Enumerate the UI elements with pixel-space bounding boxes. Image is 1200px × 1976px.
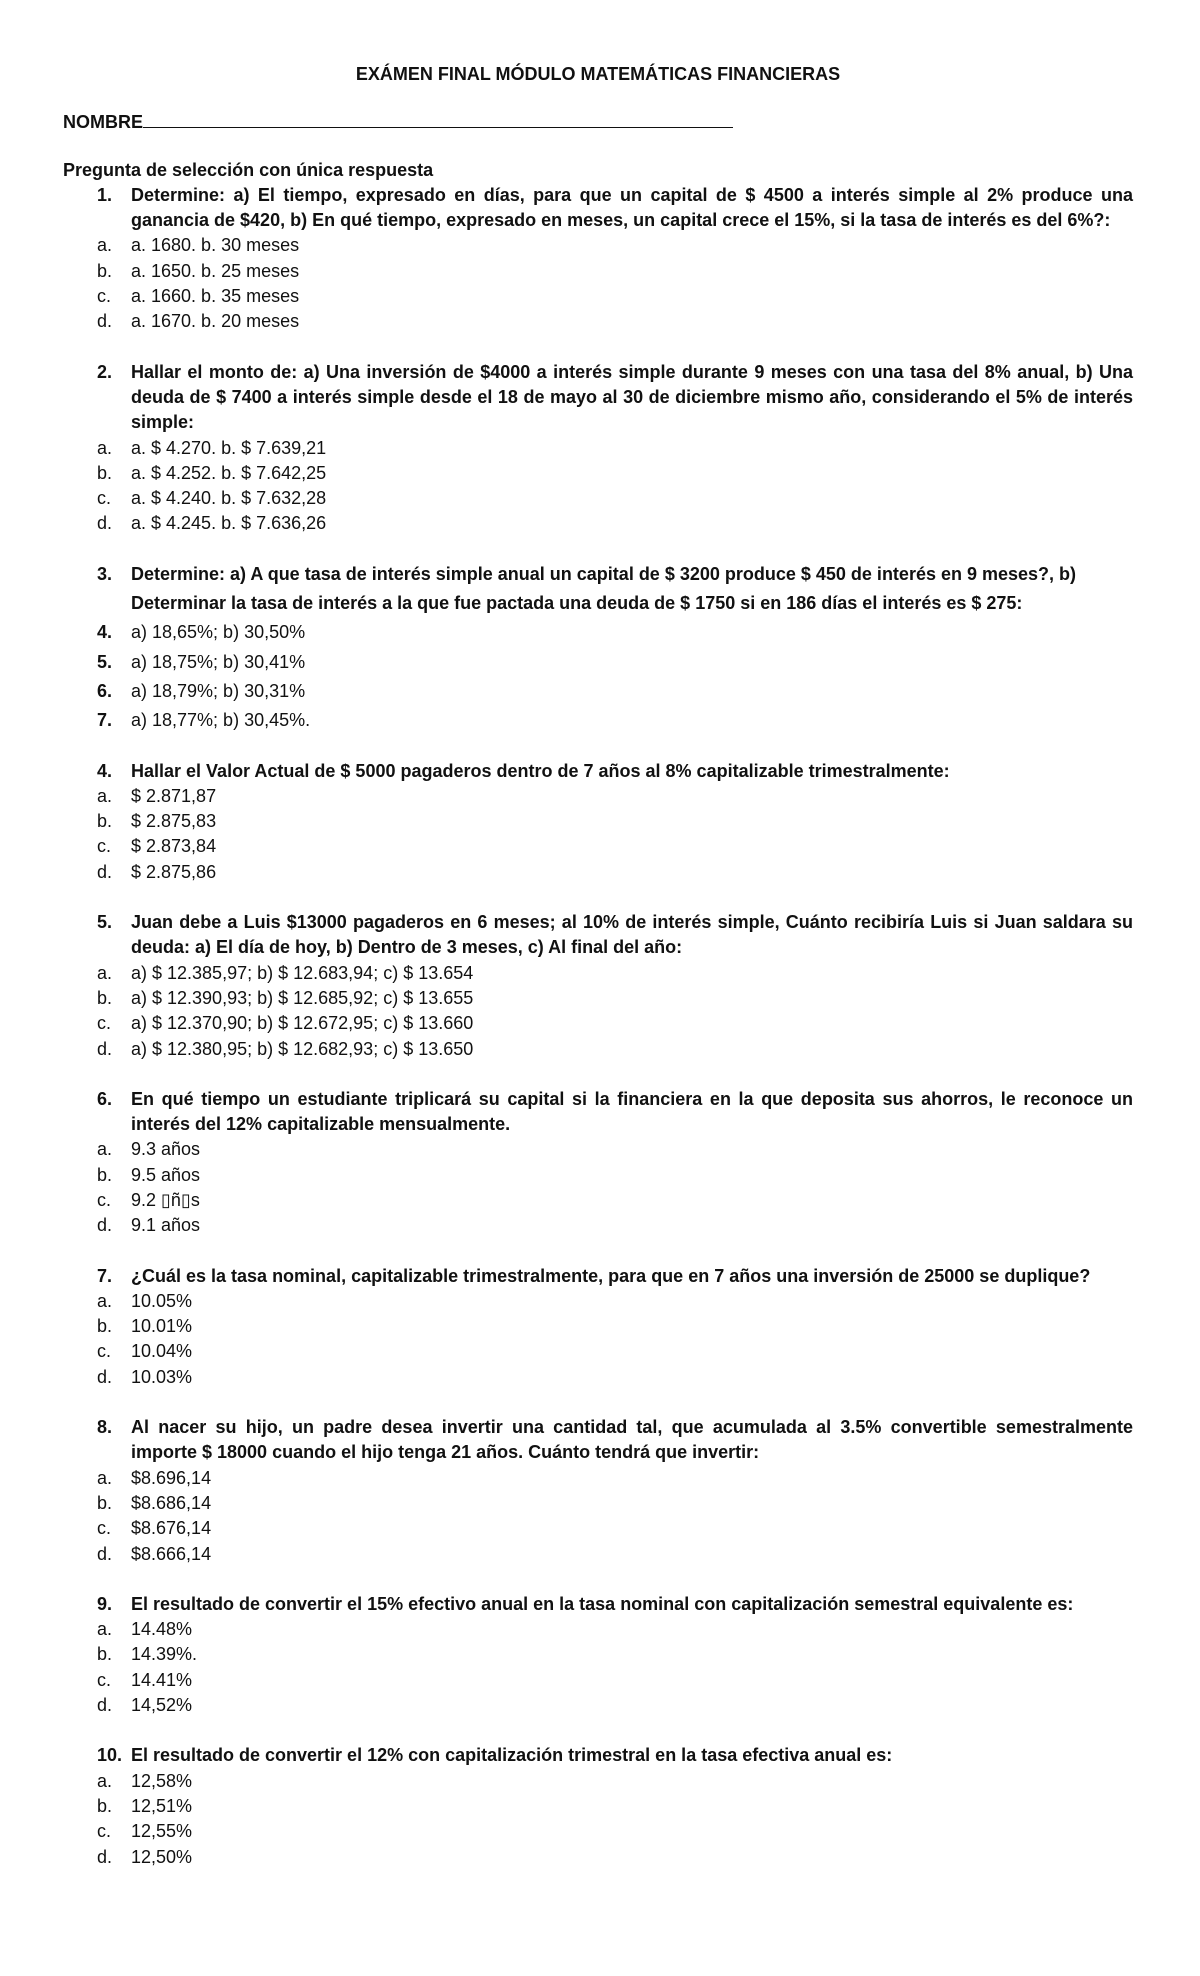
answer-option[interactable] bbox=[63, 1516, 1133, 1541]
answer-option[interactable] bbox=[63, 461, 1133, 486]
answer-option[interactable] bbox=[63, 1188, 1133, 1213]
section-heading: Pregunta de selección con única respuesta bbox=[63, 159, 434, 180]
name-label: NOMBRE bbox=[63, 112, 143, 133]
question-4 bbox=[63, 759, 1133, 885]
option-text: 14.48% bbox=[131, 1619, 193, 1640]
answer-option[interactable] bbox=[63, 1794, 1133, 1819]
question-text: ¿Cuál es la tasa nominal, capitalizable trimestralmente, para que en 7 años una inversión de 25000 se duplique? bbox=[131, 1265, 1091, 1286]
option-text: a) $ 12.390,93; b) $ 12.685,92; c) $ 13.655 bbox=[131, 987, 474, 1008]
option-letter: d. bbox=[97, 1366, 113, 1387]
answer-option[interactable] bbox=[63, 620, 1133, 645]
question-7 bbox=[63, 1264, 1133, 1390]
option-text: 10.05% bbox=[131, 1290, 193, 1311]
option-text: $ 2.873,84 bbox=[131, 836, 217, 857]
option-text: a) 18,79%; b) 30,31% bbox=[131, 680, 306, 701]
answer-option[interactable] bbox=[63, 1339, 1133, 1364]
question-text: Hallar el Valor Actual de $ 5000 pagaderos dentro de 7 años al 8% capitalizable trimestralmente: bbox=[131, 760, 950, 781]
option-letter: d. bbox=[97, 311, 113, 332]
option-letter: d. bbox=[97, 1695, 113, 1716]
option-text: a. $ 4.252. b. $ 7.642,25 bbox=[131, 462, 327, 483]
answer-option[interactable] bbox=[63, 1011, 1133, 1036]
option-text: 9.5 años bbox=[131, 1164, 201, 1185]
option-letter: c. bbox=[97, 1821, 112, 1842]
option-text: 12,55% bbox=[131, 1821, 193, 1842]
question-1 bbox=[63, 183, 1133, 335]
option-letter: a. bbox=[97, 1619, 113, 1640]
question-stem bbox=[63, 562, 1133, 617]
option-text: $8.676,14 bbox=[131, 1518, 212, 1539]
option-text: 10.01% bbox=[131, 1316, 193, 1337]
option-letter: b. bbox=[97, 1644, 113, 1665]
answer-option[interactable] bbox=[63, 986, 1133, 1011]
option-text: $8.696,14 bbox=[131, 1467, 212, 1488]
answer-option[interactable] bbox=[63, 1617, 1133, 1642]
option-text: a) $ 12.385,97; b) $ 12.683,94; c) $ 13.654 bbox=[131, 962, 474, 983]
answer-option[interactable] bbox=[63, 233, 1133, 258]
question-number: 8. bbox=[97, 1417, 113, 1438]
question-stem bbox=[63, 1415, 1133, 1466]
answer-option[interactable] bbox=[63, 1845, 1133, 1870]
option-text: 12,50% bbox=[131, 1846, 193, 1867]
option-letter: 4. bbox=[97, 622, 113, 643]
answer-option[interactable] bbox=[63, 1289, 1133, 1314]
option-letter: a. bbox=[97, 1467, 113, 1488]
name-field bbox=[63, 109, 1133, 135]
answer-option[interactable] bbox=[63, 1642, 1133, 1667]
option-text: $ 2.875,86 bbox=[131, 861, 217, 882]
question-number: 10. bbox=[97, 1745, 123, 1766]
option-letter: a. bbox=[97, 437, 113, 458]
question-text: Determine: a) A que tasa de interés simple anual un capital de $ 3200 produce $ 450 de interés en 9 meses?, b) Determinar la tasa de interés a la que fue pactada una deuda de $ 1750 si en 186 días el interés es $ 275: bbox=[131, 563, 1077, 614]
option-letter: b. bbox=[97, 260, 113, 281]
option-text: $ 2.875,83 bbox=[131, 811, 217, 832]
option-text: a) 18,65%; b) 30,50% bbox=[131, 622, 306, 643]
option-letter: c. bbox=[97, 286, 112, 307]
option-text: a) 18,77%; b) 30,45%. bbox=[131, 710, 311, 731]
answer-option[interactable] bbox=[63, 1542, 1133, 1567]
answer-option[interactable] bbox=[63, 284, 1133, 309]
answer-option[interactable] bbox=[63, 1668, 1133, 1693]
option-text: a) 18,75%; b) 30,41% bbox=[131, 651, 306, 672]
option-letter: c. bbox=[97, 836, 112, 857]
option-text: a. 1650. b. 25 meses bbox=[131, 260, 300, 281]
option-text: a) $ 12.380,95; b) $ 12.682,93; c) $ 13.650 bbox=[131, 1038, 474, 1059]
option-letter: c. bbox=[97, 1013, 112, 1034]
question-stem bbox=[63, 1264, 1133, 1289]
option-text: 9.2 ▯ñ▯s bbox=[131, 1189, 200, 1210]
question-stem bbox=[63, 183, 1133, 234]
option-text: 9.3 años bbox=[131, 1139, 201, 1160]
option-text: a. $ 4.270. b. $ 7.639,21 bbox=[131, 437, 327, 458]
question-stem bbox=[63, 1087, 1133, 1138]
question-number: 7. bbox=[97, 1265, 113, 1286]
answer-option[interactable] bbox=[63, 679, 1133, 704]
exam-document bbox=[63, 62, 1133, 1870]
question-6 bbox=[63, 1087, 1133, 1239]
question-number: 1. bbox=[97, 184, 113, 205]
option-letter: c. bbox=[97, 1189, 112, 1210]
option-letter: d. bbox=[97, 513, 113, 534]
option-text: 10.03% bbox=[131, 1366, 193, 1387]
answer-option[interactable] bbox=[63, 1314, 1133, 1339]
option-letter: d. bbox=[97, 1846, 113, 1867]
question-10 bbox=[63, 1743, 1133, 1869]
answer-option[interactable] bbox=[63, 259, 1133, 284]
answer-option[interactable] bbox=[63, 1819, 1133, 1844]
option-text: 14,52% bbox=[131, 1695, 193, 1716]
answer-option[interactable] bbox=[63, 784, 1133, 809]
answer-option[interactable] bbox=[63, 309, 1133, 334]
option-letter: a. bbox=[97, 1139, 113, 1160]
answer-option[interactable] bbox=[63, 860, 1133, 885]
question-stem bbox=[63, 1743, 1133, 1768]
answer-option[interactable] bbox=[63, 834, 1133, 859]
question-stem bbox=[63, 910, 1133, 961]
option-letter: a. bbox=[97, 1290, 113, 1311]
question-text: El resultado de convertir el 12% con capitalización trimestral en la tasa efectiva anual es: bbox=[131, 1745, 893, 1766]
answer-option[interactable] bbox=[63, 436, 1133, 461]
question-stem bbox=[63, 360, 1133, 436]
question-9 bbox=[63, 1592, 1133, 1718]
answer-option[interactable] bbox=[63, 1693, 1133, 1718]
option-text: a. $ 4.240. b. $ 7.632,28 bbox=[131, 488, 327, 509]
option-letter: c. bbox=[97, 1669, 112, 1690]
answer-option[interactable] bbox=[63, 1769, 1133, 1794]
question-text: Al nacer su hijo, un padre desea invertir una cantidad tal, que acumulada al 3.5% convertible semestralmente importe $ 18000 cuando el hijo tenga 21 años. Cuánto tendrá que invertir: bbox=[131, 1417, 1133, 1463]
option-text: a. $ 4.245. b. $ 7.636,26 bbox=[131, 513, 327, 534]
question-text: Juan debe a Luis $13000 pagaderos en 6 meses; al 10% de interés simple, Cuánto recibiría Luis si Juan saldara su deuda: a) El día de hoy, b) Dentro de 3 meses, c) Al final del año: bbox=[131, 912, 1133, 958]
option-text: 12,58% bbox=[131, 1770, 193, 1791]
option-text: a. 1680. b. 30 meses bbox=[131, 235, 300, 256]
answer-option[interactable] bbox=[63, 961, 1133, 986]
option-text: a. 1660. b. 35 meses bbox=[131, 286, 300, 307]
question-8 bbox=[63, 1415, 1133, 1567]
option-letter: c. bbox=[97, 1518, 112, 1539]
option-letter: c. bbox=[97, 488, 112, 509]
question-3 bbox=[63, 562, 1133, 734]
question-text: Determine: a) El tiempo, expresado en días, para que un capital de $ 4500 a interés simple al 2% produce una ganancia de $420, b) En qué tiempo, expresado en meses, un capital crece el 15%, si la tasa de interés es del 6%?: bbox=[131, 184, 1133, 231]
question-stem bbox=[63, 759, 1133, 784]
answer-option[interactable] bbox=[63, 1213, 1133, 1238]
option-letter: a. bbox=[97, 1770, 113, 1791]
question-text: El resultado de convertir el 15% efectivo anual en la tasa nominal con capitalización semestral equivalente es: bbox=[131, 1593, 1074, 1614]
option-letter: 7. bbox=[97, 710, 113, 731]
option-text: a) $ 12.370,90; b) $ 12.672,95; c) $ 13.660 bbox=[131, 1013, 474, 1034]
option-text: $8.686,14 bbox=[131, 1492, 212, 1513]
option-letter: d. bbox=[97, 1543, 113, 1564]
option-letter: d. bbox=[97, 1038, 113, 1059]
option-letter: c. bbox=[97, 1341, 112, 1362]
option-letter: a. bbox=[97, 235, 113, 256]
option-letter: b. bbox=[97, 811, 113, 832]
answer-option[interactable] bbox=[63, 809, 1133, 834]
answer-option[interactable] bbox=[63, 1491, 1133, 1516]
option-letter: b. bbox=[97, 1795, 113, 1816]
question-number: 3. bbox=[97, 563, 113, 584]
question-5 bbox=[63, 910, 1133, 1062]
option-letter: b. bbox=[97, 1492, 113, 1513]
answer-option[interactable] bbox=[63, 650, 1133, 675]
option-text: 12,51% bbox=[131, 1795, 193, 1816]
question-2 bbox=[63, 360, 1133, 537]
option-letter: a. bbox=[97, 962, 113, 983]
question-stem bbox=[63, 1592, 1133, 1617]
option-text: a. 1670. b. 20 meses bbox=[131, 311, 300, 332]
question-text: En qué tiempo un estudiante triplicará su capital si la financiera en la que deposita sus ahorros, le reconoce un interés del 12% capitalizable mensualmente. bbox=[131, 1088, 1133, 1135]
name-blank-line bbox=[143, 109, 733, 128]
question-text: Hallar el monto de: a) Una inversión de $4000 a interés simple durante 9 meses con una tasa del 8% anual, b) Una deuda de $ 7400 a interés simple desde el 18 de mayo al 30 de diciembre mismo año, considerando el 5% de interés simple: bbox=[131, 361, 1133, 433]
answer-option[interactable] bbox=[63, 511, 1133, 536]
question-number: 9. bbox=[97, 1593, 113, 1614]
question-number: 4. bbox=[97, 760, 113, 781]
question-number: 2. bbox=[97, 361, 113, 382]
question-number: 6. bbox=[97, 1088, 113, 1109]
answer-option[interactable] bbox=[63, 486, 1133, 511]
option-text: 14.39%. bbox=[131, 1644, 198, 1665]
option-text: 14.41% bbox=[131, 1669, 193, 1690]
option-text: $ 2.871,87 bbox=[131, 785, 217, 806]
option-letter: b. bbox=[97, 1164, 113, 1185]
question-list bbox=[63, 183, 1133, 1870]
answer-option[interactable] bbox=[63, 1137, 1133, 1162]
page-title: EXÁMEN FINAL MÓDULO MATEMÁTICAS FINANCIERAS bbox=[355, 64, 841, 84]
question-number: 5. bbox=[97, 912, 113, 933]
option-letter: 5. bbox=[97, 651, 113, 672]
option-text: $8.666,14 bbox=[131, 1543, 212, 1564]
option-letter: b. bbox=[97, 1316, 113, 1337]
option-text: 9.1 años bbox=[131, 1215, 201, 1236]
answer-option[interactable] bbox=[63, 1037, 1133, 1062]
answer-option[interactable] bbox=[63, 1466, 1133, 1491]
answer-option[interactable] bbox=[63, 708, 1133, 733]
option-letter: d. bbox=[97, 1215, 113, 1236]
option-letter: a. bbox=[97, 785, 113, 806]
answer-option[interactable] bbox=[63, 1163, 1133, 1188]
answer-option[interactable] bbox=[63, 1365, 1133, 1390]
option-letter: b. bbox=[97, 987, 113, 1008]
option-letter: b. bbox=[97, 462, 113, 483]
option-text: 10.04% bbox=[131, 1341, 193, 1362]
option-letter: d. bbox=[97, 861, 113, 882]
option-letter: 6. bbox=[97, 680, 113, 701]
